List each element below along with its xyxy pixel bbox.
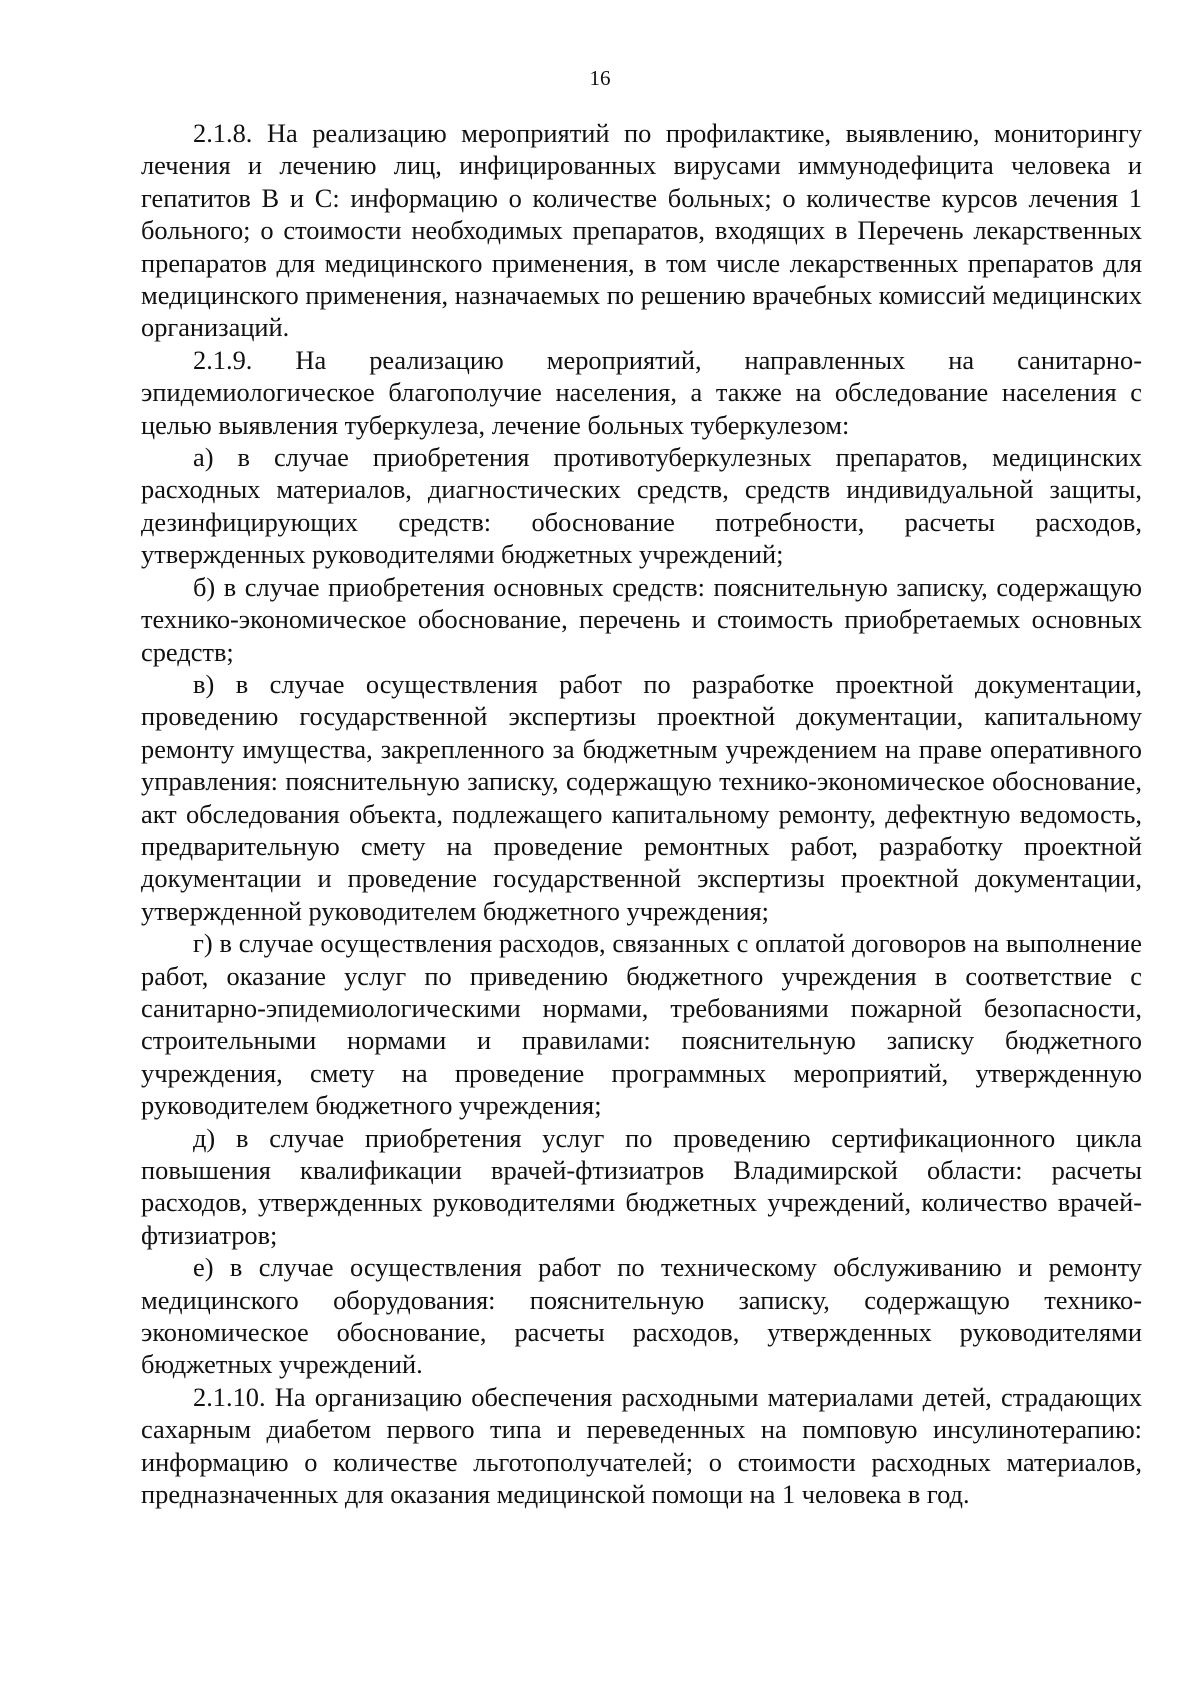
paragraph-item-a: а) в случае приобретения противотуберкулезных препаратов, медицинских расходных материалов, диагностических средств, средств индивидуальной защиты, дезинфицирующих средств: обоснование потребности, расчеты расходов, утвержденных руководителями бюджетных учреждений; [141, 442, 1142, 570]
paragraph-item-e: е) в случае осуществления работ по техническому обслуживанию и ремонту медицинского оборудования: пояснительную записку, содержащую технико-экономическое обоснование, расчеты расходов, утвержденных руководителями бюджетных учреждений. [141, 1252, 1142, 1380]
paragraph-item-d: д) в случае приобретения услуг по проведению сертификационного цикла повышения квалификации врачей-фтизиатров Владимирской области: расчеты расходов, утвержденных руководителями бюджетных учреждений, количество врачей-фтизиатров; [141, 1122, 1142, 1250]
paragraph-2-1-9: 2.1.9. На реализацию мероприятий, направленных на санитарно-эпидемиологическое благополучие населения, а также на обследование населения с целью выявления туберкулеза, лечение больных туберкулезом: [141, 344, 1142, 440]
page-number: 16 [589, 66, 611, 90]
paragraph-item-g: г) в случае осуществления расходов, связанных с оплатой договоров на выполнение работ, оказание услуг по приведению бюджетного учреждения в соответствие с санитарно-эпидемиологическими нормами, требованиями пожарной безопасности, строительными нормами и правилами: пояснительную записку бюджетного учреждения, смету на проведение программных мероприятий, утвержденную руководителем бюджетного учреждения; [141, 928, 1142, 1121]
document-body [141, 117, 1142, 1510]
paragraph-item-b: б) в случае приобретения основных средств: пояснительную записку, содержащую технико-экономическое обоснование, перечень и стоимость приобретаемых основных средств; [141, 571, 1142, 667]
paragraph-2-1-8: 2.1.8. На реализацию мероприятий по профилактике, выявлению, мониторингу лечения и лечению лиц, инфицированных вирусами иммунодефицита человека и гепатитов В и С: информацию о количестве больных; о количестве курсов лечения 1 больного; о стоимости необходимых препаратов, входящих в Перечень лекарственных препаратов для медицинского применения, в том числе лекарственных препаратов для медицинского применения, назначаемых по решению врачебных комиссий медицинских организаций. [141, 118, 1142, 343]
paragraph-2-1-10: 2.1.10. На организацию обеспечения расходными материалами детей, страдающих сахарным диабетом первого типа и переведенных на помповую инсулинотерапию: информацию о количестве льготополучателей; о стоимости расходных материалов, предназначенных для оказания медицинской помощи на 1 человека в год. [141, 1381, 1142, 1510]
paragraph-item-v: в) в случае осуществления работ по разработке проектной документации, проведению государственной экспертизы проектной документации, капитальному ремонту имущества, закрепленного за бюджетным учреждением на праве оперативного управления: пояснительную записку, содержащую технико-экономическое обоснование, акт обследования объекта, подлежащего капитальному ремонту, дефектную ведомость, предварительную смету на проведение ремонтных работ, разработку проектной документации и проведение государственной экспертизы проектной документации, утвержденной руководителем бюджетного учреждения; [141, 668, 1142, 926]
